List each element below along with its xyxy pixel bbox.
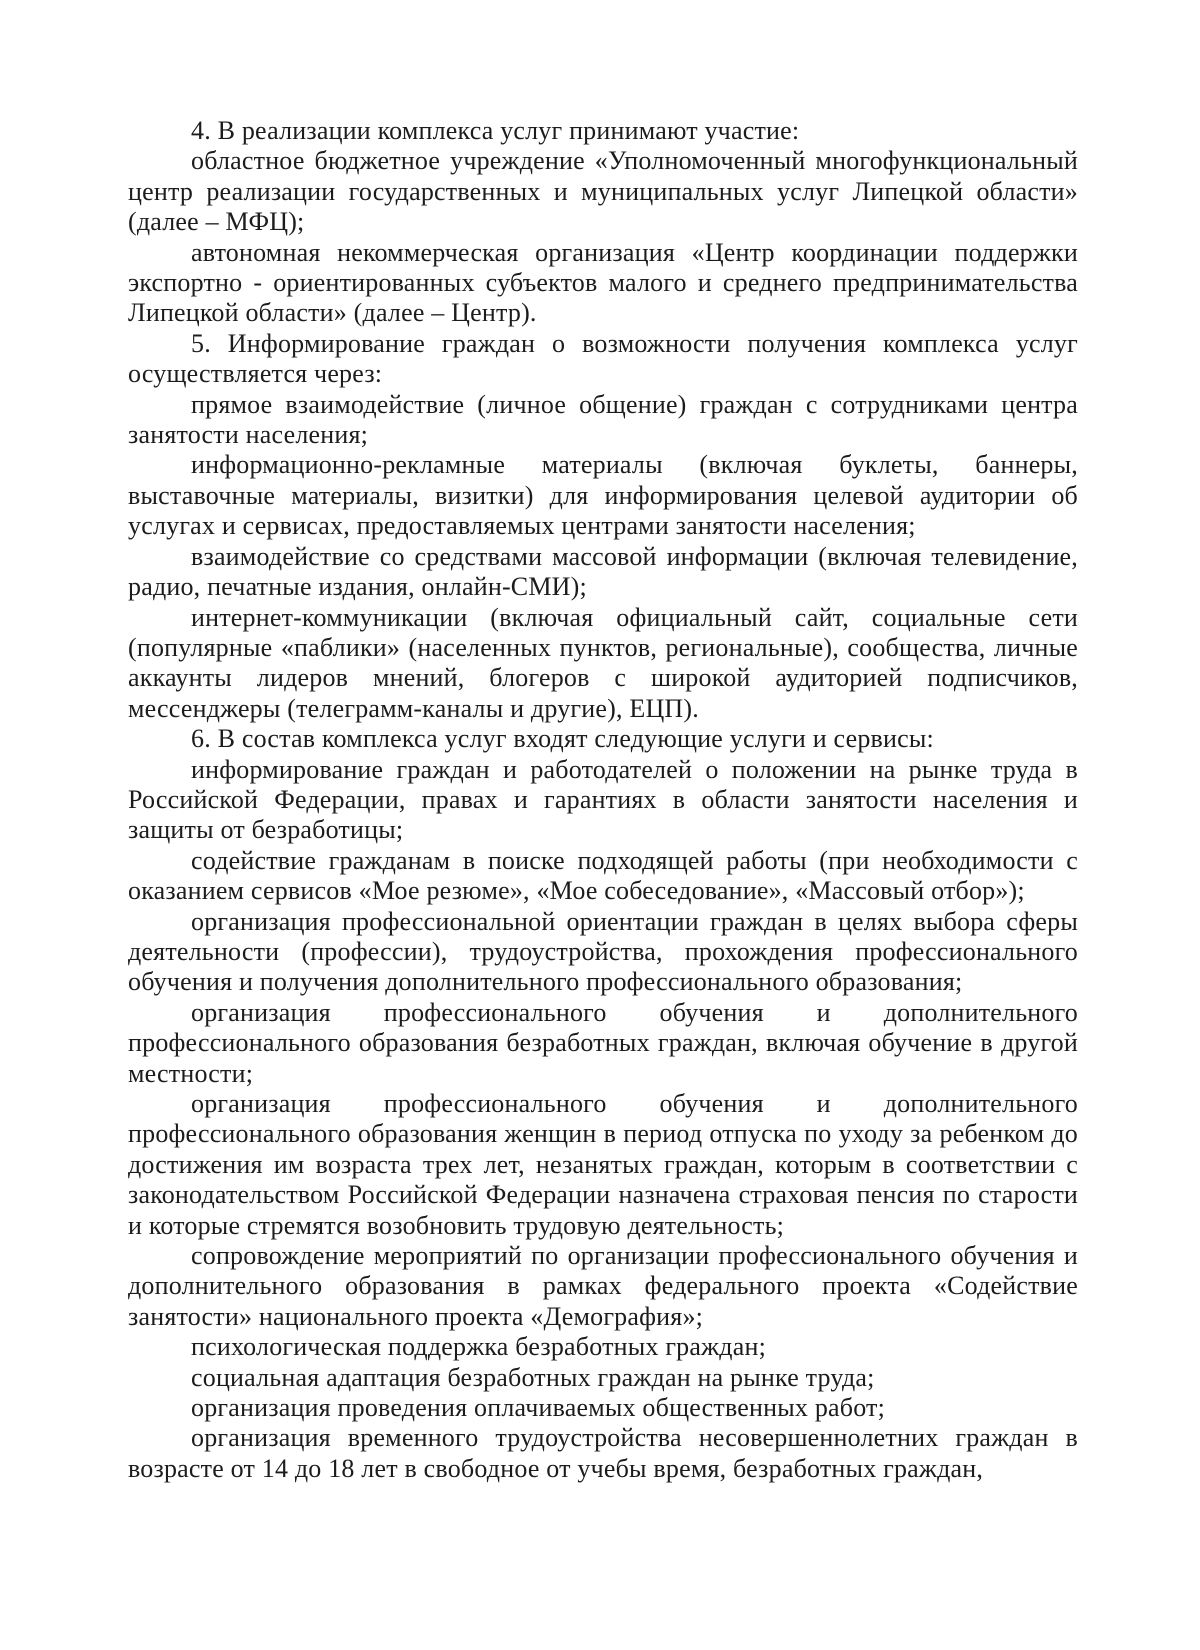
paragraph-training-unemployed: организация профессионального обучения и дополнительного профессионального образования безработных граждан, включая обучение в другой местности; bbox=[128, 997, 1078, 1088]
paragraph-mass-media: взаимодействие со средствами массовой информации (включая телевидение, радио, печатные издания, онлайн-СМИ); bbox=[128, 541, 1078, 602]
paragraph-5-heading: 5. Информирование граждан о возможности получения комплекса услуг осуществляется через: bbox=[128, 328, 1078, 389]
paragraph-informing: информирование граждан и работодателей о положении на рынке труда в Российской Федерации, правах и гарантиях в области занятости населения и защиты от безработицы; bbox=[128, 754, 1078, 845]
paragraph-mfc: областное бюджетное учреждение «Уполномоченный многофункциональный центр реализации государственных и муниципальных услуг Липецкой области» (далее – МФЦ); bbox=[128, 146, 1078, 237]
paragraph-public-works: организация проведения оплачиваемых общественных работ; bbox=[191, 1393, 886, 1423]
paragraph-support-training: сопровождение мероприятий по организации профессионального обучения и дополнительного образования в рамках федерального проекта «Содействие занятости» национального проекта «Демография»; bbox=[128, 1241, 1078, 1331]
document-body bbox=[128, 116, 1078, 1484]
paragraph-job-search: содействие гражданам в поиске подходящей работы (при необходимости с оказанием сервисов «Мое резюме», «Мое собеседование», «Массовый отбор»); bbox=[128, 845, 1078, 906]
paragraph-career-orientation: организация профессиональной ориентации граждан в целях выбора сферы деятельности (профессии), трудоустройства, прохождения профессионального обучения и получения дополнительного профессионального образования; bbox=[128, 906, 1078, 997]
paragraph-temporary-employment: организация временного трудоустройства несовершеннолетних граждан в возрасте от 14 до 18 лет в свободное от учебы время, безработных граждан, bbox=[128, 1423, 1078, 1483]
paragraph-training-women: организация профессионального обучения и дополнительного профессионального образования женщин в период отпуска по уходу за ребенком до достижения им возраста трех лет, незанятых граждан, которым в соответствии с законодательством Российской Федерации назначена страховая пенсия по старости и которые стремятся возобновить трудовую деятельность; bbox=[128, 1089, 1078, 1240]
paragraph-internet-communications: интернет-коммуникации (включая официальный сайт, социальные сети (популярные «паблики» (населенных пунктов, региональные), сообщества, личные аккаунты лидеров мнений, блогеров с широкой аудиторией подписчиков, мессенджеры (телеграмм-каналы и другие), ЕЦП). bbox=[128, 602, 1078, 723]
paragraph-advertising-materials: информационно-рекламные материалы (включая буклеты, баннеры, выставочные материалы, визитки) для информирования целевой аудитории об услугах и сервисах, предоставляемых центрами занятости населения; bbox=[128, 450, 1078, 541]
paragraph-center: автономная некоммерческая организация «Центр координации поддержки экспортно - ориентированных субъектов малого и среднего предпринимательства Липецкой области» (далее – Центр). bbox=[128, 237, 1078, 328]
paragraph-4-heading: 4. В реализации комплекса услуг принимают участие: bbox=[191, 116, 800, 145]
paragraph-social-adaptation: социальная адаптация безработных граждан на рынке труда; bbox=[191, 1362, 875, 1392]
paragraph-direct-interaction: прямое взаимодействие (личное общение) граждан с сотрудниками центра занятости населения; bbox=[128, 389, 1078, 450]
paragraph-psychological-support: психологическая поддержка безработных граждан; bbox=[191, 1332, 766, 1362]
paragraph-6-heading: 6. В состав комплекса услуг входят следующие услуги и сервисы: bbox=[191, 724, 934, 754]
